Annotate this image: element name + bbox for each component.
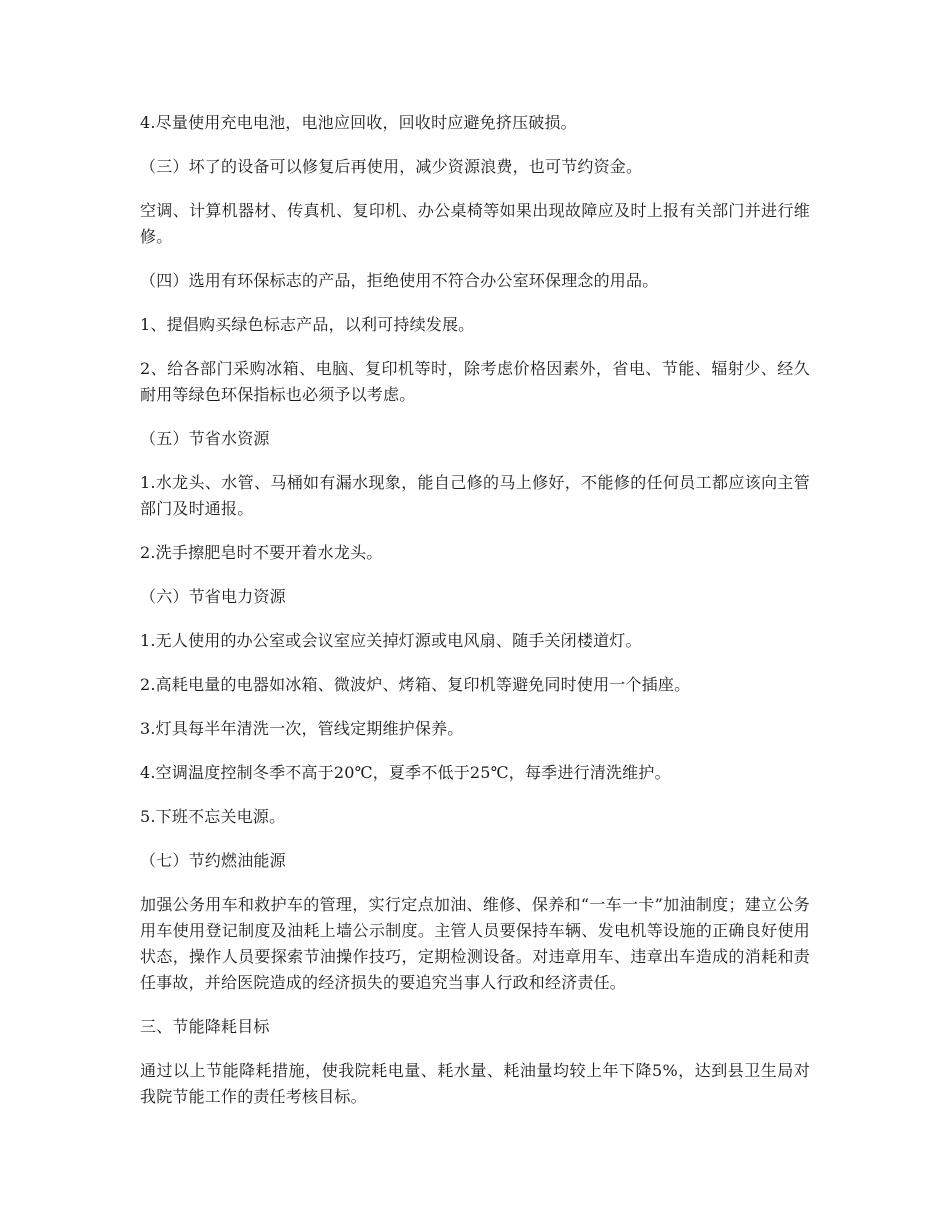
section-heading-save-water: （五）节省水资源 [140,429,270,448]
section-heading-save-electricity: （六）节省电力资源 [140,587,286,606]
paragraph-lights-off: 1.无人使用的办公室或会议室应关掉灯源或电风扇、随手关闭楼道灯。 [140,631,642,650]
paragraph-reduction-target: 通过以上节能降耗措施，使我院耗电量、耗水量、耗油量均较上年下降5%，达到县卫生局对我院节能工作的责任考核目标。 [140,1061,810,1106]
paragraph-high-power-appliances: 2.高耗电量的电器如冰箱、微波炉、烤箱、复印机等避免同时使用一个插座。 [140,675,691,694]
paragraph-green-label-products: 1、提倡购买绿色标志产品，以利可持续发展。 [140,315,475,334]
section-heading-eco-products: （四）选用有环保标志的产品，拒绝使用不符合办公室环保理念的用品。 [140,271,659,290]
paragraph-procurement-criteria: 2、给各部门采购冰箱、电脑、复印机等时，除考虑价格因素外，省电、节能、辐射少、经久耐用等绿色环保指标也必须予以考虑。 [140,359,810,404]
paragraph-battery-recycling: 4.尽量使用充电电池，电池应回收，回收时应避免挤压破损。 [140,113,577,132]
paragraph-equipment-maintenance: 空调、计算机器材、传真机、复印机、办公桌椅等如果出现故障应及时上报有关部门并进行维修。 [140,201,810,246]
section-heading-repair-equipment: （三）坏了的设备可以修复后再使用，减少资源浪费，也可节约资金。 [140,157,643,176]
paragraph-lamp-cleaning: 3.灯具每半年清洗一次，管线定期维护保养。 [140,719,464,738]
paragraph-power-off: 5.下班不忘关电源。 [140,807,286,826]
paragraph-vehicle-management: 加强公务用车和救护车的管理，实行定点加油、维修、保养和“一车一卡”加油制度；建立公务用车使用登记制度及油耗上墙公示制度。主管人员要保持车辆、发电机等设施的正确良好使用状态，操作人员要探索节油操作技巧，定期检测设备。对违章用车、违章出车造成的消耗和责任事故，并给医院造成的经济损失的要追究当事人行政和经济责任。 [140,895,810,992]
paragraph-ac-temperature: 4.空调温度控制冬季不高于20℃，夏季不低于25℃，每季进行清洗维护。 [140,763,671,782]
paragraph-water-leak-repair: 1.水龙头、水管、马桶如有漏水现象，能自己修的马上修好，不能修的任何员工都应该向主管部门及时通报。 [140,473,810,518]
section-heading-save-fuel: （七）节约燃油能源 [140,851,286,870]
paragraph-handwashing: 2.洗手擦肥皂时不要开着水龙头。 [140,543,383,562]
section-heading-energy-goals: 三、节能降耗目标 [140,1017,270,1036]
document-page [140,110,810,1128]
